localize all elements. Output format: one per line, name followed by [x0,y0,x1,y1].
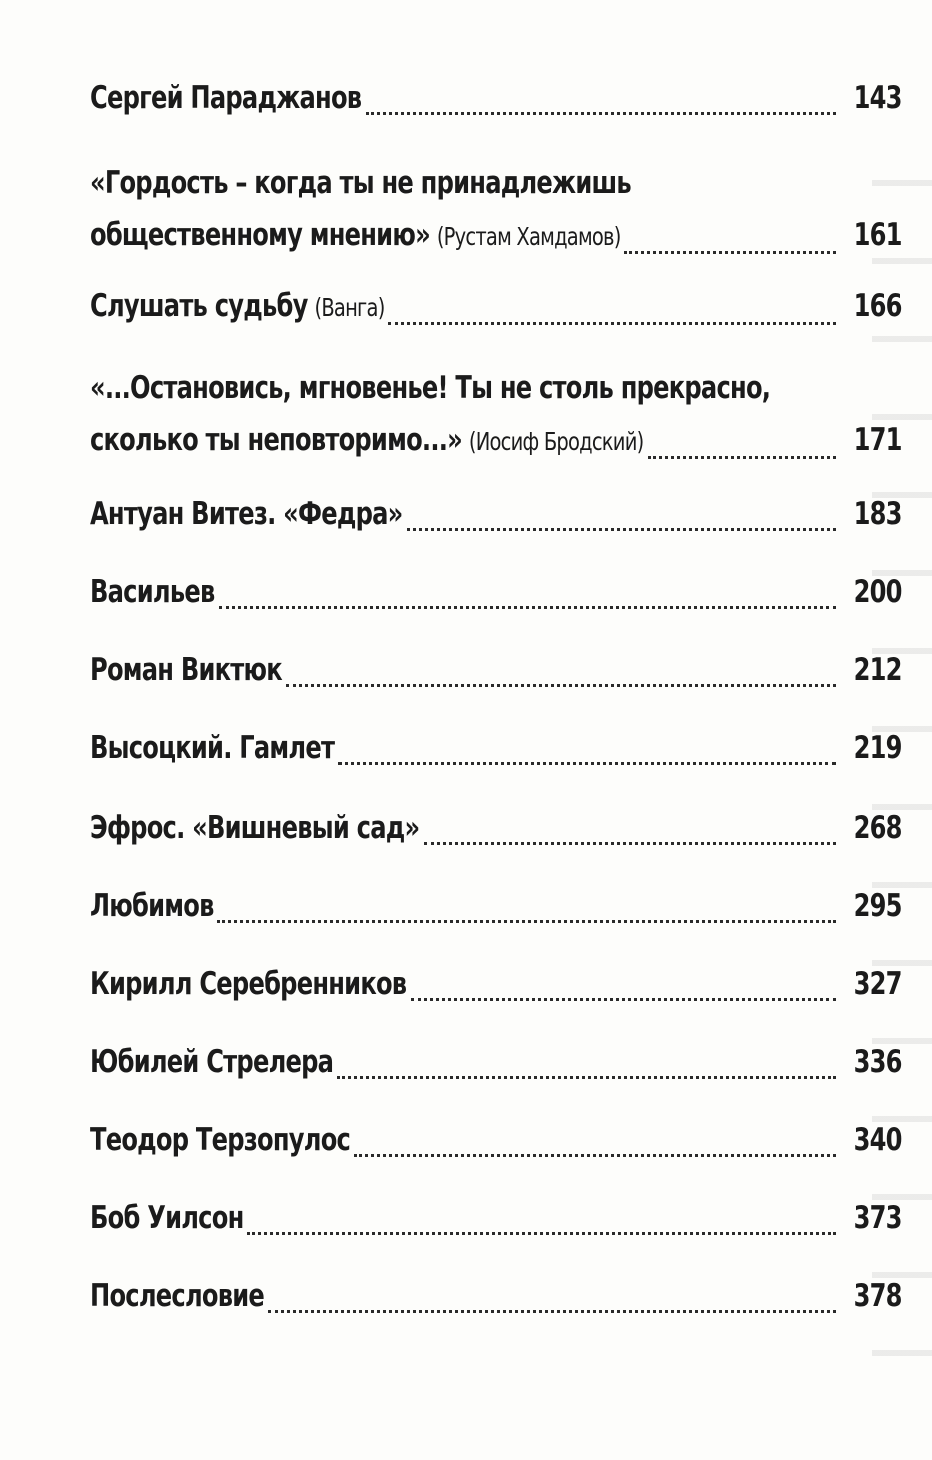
toc-entry-title-line1: «...Остановись, мгновенье! Ты не столь прекрасно, [90,370,771,406]
toc-page-number: 336 [853,1044,902,1080]
toc-entry-title: Любимов [90,888,214,924]
leader-dots [219,606,836,609]
toc-entry [90,280,902,334]
toc-entry [90,644,902,696]
toc-entry [90,72,902,124]
toc-entry [90,362,902,468]
toc-entry-title: Юбилей Стрелера [90,1044,334,1080]
toc-page-number: 268 [853,810,902,846]
toc-entry-title: Кирилл Серебренников [90,966,407,1002]
toc-entry [90,1270,902,1322]
toc-entry [90,566,902,618]
toc-entry [90,802,902,854]
leader-dots [388,322,836,325]
toc-page-number: 171 [853,422,902,458]
leader-dots [268,1310,836,1313]
leader-dots [366,112,837,115]
leader-dots [624,251,836,254]
toc-entry-title: Васильев [90,574,215,610]
toc-page-number: 166 [853,288,902,324]
toc-entry-title: Высоцкий. Гамлет [90,730,335,766]
toc-page-number: 143 [853,80,902,116]
leader-dots [424,842,837,845]
toc-entry-subtitle: (Ванга) [314,293,385,322]
toc-entry-title: Боб Уилсон [90,1200,244,1236]
toc-entry [90,1114,902,1166]
leader-dots [411,998,837,1001]
leader-dots [337,1076,836,1079]
toc-entry-title: Послесловие [90,1278,265,1314]
toc-page-number: 295 [853,888,902,924]
toc-entry-title: Роман Виктюк [90,652,282,688]
toc-entry [90,1192,902,1244]
leader-dots [247,1232,836,1235]
toc-page-number: 212 [853,652,902,688]
toc-entry-title: Антуан Витез. «Федра» [90,496,403,532]
leader-dots [354,1154,836,1157]
toc-entry [90,1036,902,1088]
toc-entry-subtitle: (Рустам Хамдамов) [436,222,621,251]
toc-page-number: 373 [853,1200,902,1236]
toc-entry-title: Сергей Параджанов [90,80,362,116]
toc-page-number: 219 [853,730,902,766]
toc-entry [90,880,902,932]
toc-entry-title: Эфрос. «Вишневый сад» [90,810,420,846]
toc-entry [90,958,902,1010]
toc-page-number: 161 [853,217,902,253]
toc-page-number: 200 [853,574,902,610]
leader-dots [286,684,836,687]
toc-entry-title-line1: «Гордость – когда ты не принадлежишь [90,165,631,201]
leader-dots [407,528,836,531]
toc-page-number: 183 [853,496,902,532]
toc-entry-title: сколько ты неповторимо...» [90,422,462,458]
toc-page-number: 340 [853,1122,902,1158]
toc-entry-subtitle: (Иосиф Бродский) [468,427,644,456]
toc-page-number: 378 [853,1278,902,1314]
toc-entry-title: Слушать судьбу [90,288,308,324]
toc-entry-title: Теодор Терзопулос [90,1122,351,1158]
leader-dots [338,762,836,765]
leader-dots [648,456,836,459]
toc-entry [90,157,902,263]
toc-entry [90,722,902,774]
leader-dots [217,920,836,923]
toc-page-number: 327 [853,966,902,1002]
toc-entry-title: общественному мнению» [90,217,430,253]
toc-entry [90,488,902,540]
